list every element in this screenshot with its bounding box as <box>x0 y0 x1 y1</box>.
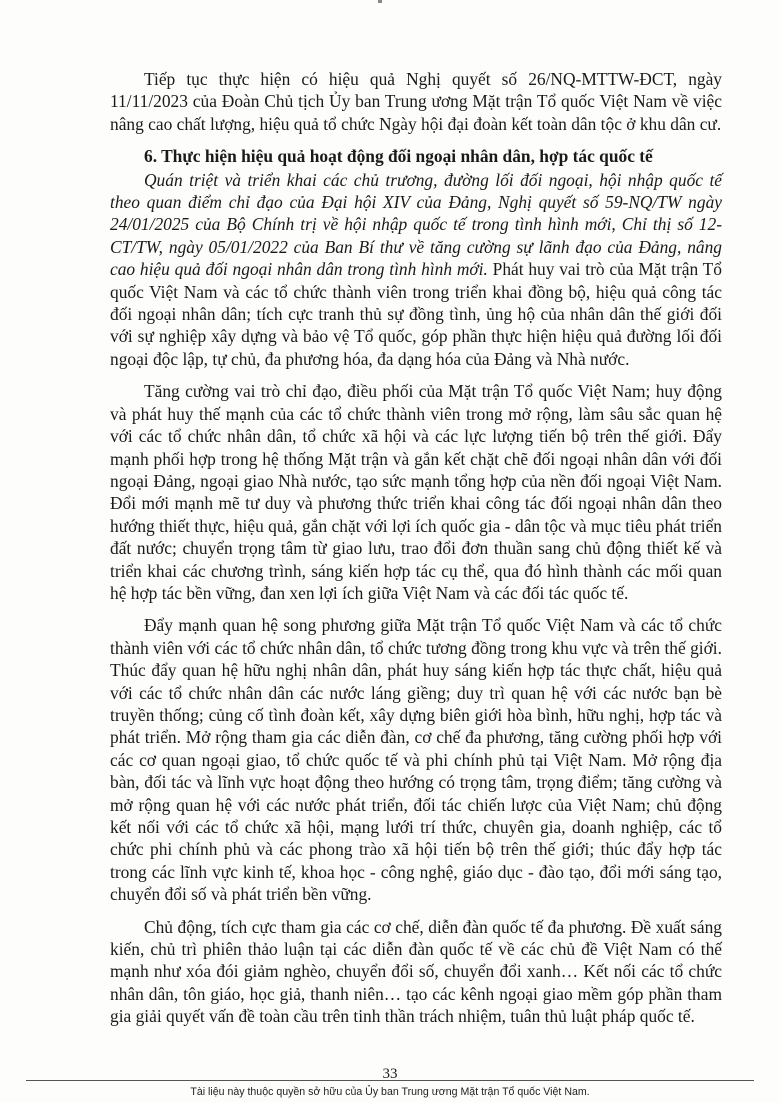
paragraph-resolution-26 <box>110 68 722 135</box>
paragraph-text: Chủ động, tích cực tham gia các cơ chế, diễn đàn quốc tế đa phương. Đề xuất sáng kiến, chủ trì phiên thảo luận tại các diễn đàn quốc tế về các chủ đề Việt Nam có thế mạnh như xóa đói giảm nghèo, chuyển đổi số, chuyển đổi xanh… Kết nối các tổ chức nhân dân, tôn giáo, học giả, thanh niên… tạo các kênh ngoại giao mềm góp phần tham gia giải quyết vấn đề toàn cầu trên tinh thần trách nhiệm, tuân thủ luật pháp quốc tế. <box>110 916 722 1027</box>
italic-lead-text: Quán triệt và triển khai các chủ trương, đường lối đối ngoại, hội nhập quốc tế theo quan điểm chỉ đạo của Đại hội XIV của Đảng, Nghị quyết số 59-NQ/TW ngày 24/01/2025 của Bộ Chính trị về hội nhập quốc tế trong tình hình mới, Chỉ thị số 12-CT/TW, ngày 05/01/2022 của Ban Bí thư về tăng cường sự lãnh đạo của Đảng, nâng cao hiệu quả đối ngoại nhân dân trong tình hình mới. <box>110 169 722 280</box>
footer-ownership-note: Tài liệu này thuộc quyền sở hữu của Ủy ban Trung ương Mặt trận Tổ quốc Việt Nam. <box>190 1086 590 1098</box>
section-heading-6 <box>110 145 722 167</box>
paragraph-text: Phát huy vai trò của Mặt trận Tổ quốc Việt Nam và các tổ chức thành viên trong triển khai đồng bộ, hiệu quả công tác đối ngoại nhân dân; tích cực tranh thủ sự đồng tình, ủng hộ của nhân dân thế giới đối với sự nghiệp xây dựng và bảo vệ Tổ quốc, góp phần thực hiện hiệu quả đường lối đối ngoại độc lập, tự chủ, đa phương hóa, đa dạng hóa của Đảng và Nhà nước. <box>110 259 722 369</box>
paragraph-multilateral-forums <box>110 916 722 1028</box>
scan-mark <box>378 0 382 3</box>
paragraph-text: Đẩy mạnh quan hệ song phương giữa Mặt trận Tổ quốc Việt Nam và các tổ chức thành viên với các tổ chức nhân dân, tổ chức tương đồng trong khu vực và trên thế giới. Thúc đẩy quan hệ hữu nghị nhân dân, phát huy sáng kiến hợp tác thực chất, hiệu quả với các tổ chức nhân dân các nước láng giềng; duy trì quan hệ với các nước bạn bè truyền thống; củng cố tình đoàn kết, xây dựng biên giới hòa bình, hữu nghị, hợp tác và phát triển. Mở rộng tham gia các diễn đàn, cơ chế đa phương, tăng cường phối hợp với các cơ quan ngoại giao, tổ chức quốc tế và phi chính phủ tại Việt Nam. Mở rộng địa bàn, đối tác và lĩnh vực hoạt động theo hướng có trọng tâm, trọng điểm; tăng cường và mở rộng quan hệ với các nước phát triển, đối tác chiến lược của Việt Nam; chủ động kết nối với các tổ chức xã hội, mạng lưới trí thức, chuyên gia, doanh nghiệp, các tổ chức phi chính phủ và các phong trào xã hội tiến bộ trên thế giới; thúc đẩy hợp tác trong các lĩnh vực kinh tế, khoa học - công nghệ, giáo dục - đào tạo, đổi mới sáng tạo, chuyển đổi số và phát triển bền vững. <box>110 615 722 905</box>
paragraph-bilateral-relations <box>110 614 722 905</box>
paragraph-text: Tiếp tục thực hiện có hiệu quả Nghị quyết số 26/NQ-MTTW-ĐCT, ngày 11/11/2023 của Đoàn Chủ tịch Ủy ban Trung ương Mặt trận Tổ quốc Việt Nam về việc nâng cao chất lượng, hiệu quả tổ chức Ngày hội đại đoàn kết toàn dân tộc ở khu dân cư. <box>110 69 722 134</box>
page-number: 33 <box>382 1066 398 1082</box>
footer-divider <box>26 1080 754 1081</box>
document-body <box>110 68 722 1038</box>
paragraph-coordination-role <box>110 380 722 604</box>
paragraph-foreign-affairs-directive <box>110 169 722 371</box>
section-heading-text: 6. Thực hiện hiệu quả hoạt động đối ngoại nhân dân, hợp tác quốc tế <box>144 146 653 167</box>
paragraph-text: Tăng cường vai trò chỉ đạo, điều phối của Mặt trận Tổ quốc Việt Nam; huy động và phát huy thế mạnh của các tổ chức thành viên trong mở rộng, làm sâu sắc quan hệ với các tổ chức nhân dân, tổ chức xã hội và các lực lượng tiến bộ trên thế giới. Đẩy mạnh phối hợp trong hệ thống Mặt trận và gắn kết chặt chẽ đối ngoại nhân dân với đối ngoại Đảng, ngoại giao Nhà nước, tạo sức mạnh tổng hợp của nền đối ngoại Việt Nam. Đổi mới mạnh mẽ tư duy và phương thức triển khai công tác đối ngoại nhân dân theo hướng thiết thực, hiệu quả, gắn chặt với lợi ích quốc gia - dân tộc và mục tiêu phát triển đất nước; chuyển trọng tâm từ giao lưu, trao đổi đơn thuần sang chủ động thiết kế và triển khai các chương trình, sáng kiến hợp tác cụ thể, qua đó hình thành các mối quan hệ hợp tác bền vững, đan xen lợi ích giữa Việt Nam và các đối tác quốc tế. <box>110 381 722 603</box>
